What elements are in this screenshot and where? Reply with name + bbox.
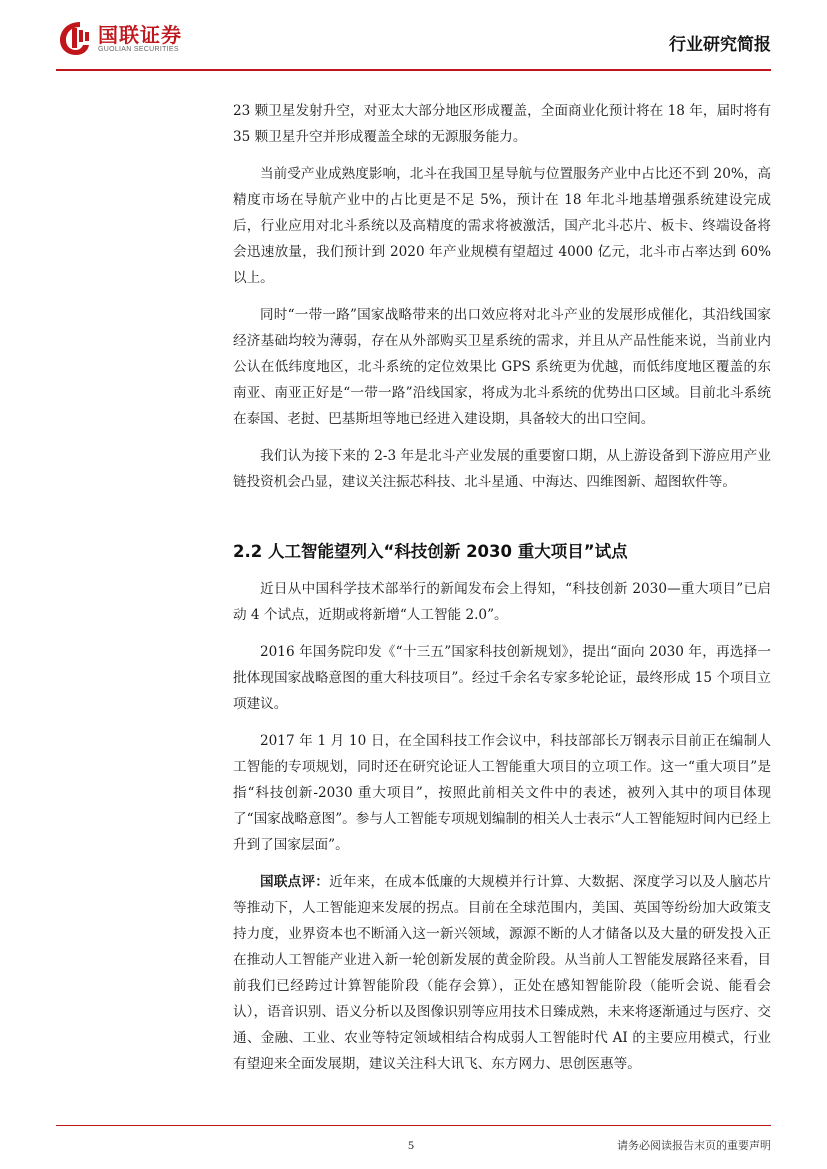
paragraph: 同时“一带一路”国家战略带来的出口效应将对北斗产业的发展形成催化，其沿线国家经济基础均较为薄弱，存在从外部购买卫星系统的需求，并且从产品性能来说，当前业内公认在低纬度地区，北斗系统的定位效果比 GPS 系统更为优越，而低纬度地区覆盖的东南亚、南亚正好是“一带一路”沿线国家，将成为北斗系统的优势出口区域。目前北斗系统在泰国、老挝、巴基斯坦等地已经进入建设期，具备较大的出口空间。	[233, 307, 771, 427]
paragraph: 2017 年 1 月 10 日，在全国科技工作会议中，科技部部长万钢表示目前正在编制人工智能的专项规划，同时还在研究论证人工智能重大项目的立项工作。这一“重大项目”是指“科技创新-2030 重大项目”，按照此前相关文件中的表述，被列入其中的项目体现了“国家战略意图”。参与人工智能专项规划编制的相关人士表示“人工智能短时间内已经上升到了国家层面”。	[233, 733, 771, 853]
page-number: 5	[408, 1138, 414, 1152]
comment-paragraph	[233, 869, 771, 1077]
body-text-section	[233, 576, 771, 1088]
logo-text	[98, 24, 182, 53]
paragraph: 我们认为接下来的 2-3 年是北斗产业发展的重要窗口期，从上游设备到下游应用产业链投资机会凸显，建议关注振芯科技、北斗星通、中海达、四维图新、超图软件等。	[233, 448, 771, 490]
comment-label: 国联点评：	[260, 874, 330, 890]
page-header	[56, 18, 771, 62]
paragraph: 23 颗卫星发射升空，对亚太大部分地区形成覆盖，全面商业化预计将在 18 年，届时将有 35 颗卫星升空并形成覆盖全球的无源服务能力。	[233, 103, 771, 145]
logo-name-cn: 国联证券	[98, 22, 182, 47]
guolian-logo-icon	[56, 18, 92, 58]
paragraph: 当前受产业成熟度影响，北斗在我国卫星导航与位置服务产业中占比还不到 20%，高精度市场在导航产业中的占比更是不足 5%，预计在 18 年北斗地基增强系统建设完成后，行业应用对北斗系统以及高精度的需求将被激活，国产北斗芯片、板卡、终端设备将会迅速放量，我们预计到 2020 年产业规模有望超过 4000 亿元，北斗市占率达到 60%以上。	[233, 166, 771, 286]
report-type-label: 行业研究简报	[669, 35, 771, 55]
section-heading: 2.2 人工智能望列入“科技创新 2030 重大项目”试点	[233, 542, 628, 561]
paragraph: 2016 年国务院印发《“十三五”国家科技创新规划》，提出“面向 2030 年，再选择一批体现国家战略意图的重大科技项目”。经过千余名专家多轮论证，最终形成 15 个项目立项建议。	[233, 644, 771, 712]
logo-name-en: GUOLIAN SECURITIES	[98, 45, 179, 53]
body-text-top	[233, 98, 771, 506]
footer-disclaimer: 请务必阅读报告末页的重要声明	[617, 1139, 771, 1152]
company-logo	[56, 18, 182, 58]
header-divider	[56, 69, 771, 71]
comment-text: 近年来，在成本低廉的大规模并行计算、大数据、深度学习以及人脑芯片等推动下，人工智能迎来发展的拐点。目前在全球范围内，美国、英国等纷纷加大政策支持力度，业界资本也不断涌入这一新兴领域，源源不断的人才储备以及大量的研发投入正在推动人工智能产业进入新一轮创新发展的黄金阶段。从当前人工智能发展路径来看，目前我们已经跨过计算智能阶段（能存会算），正处在感知智能阶段（能听会说、能看会认），语音识别、语义分析以及图像识别等应用技术日臻成熟，未来将逐渐通过与医疗、交通、金融、工业、农业等特定领域相结合构成弱人工智能时代 AI 的主要应用模式，行业有望迎来全面发展期，建议关注科大讯飞、东方网力、思创医惠等。	[233, 874, 772, 1072]
footer-divider	[56, 1125, 771, 1126]
paragraph: 近日从中国科学技术部举行的新闻发布会上得知，“科技创新 2030—重大项目”已启动 4 个试点，近期或将新增“人工智能 2.0”。	[233, 581, 771, 623]
